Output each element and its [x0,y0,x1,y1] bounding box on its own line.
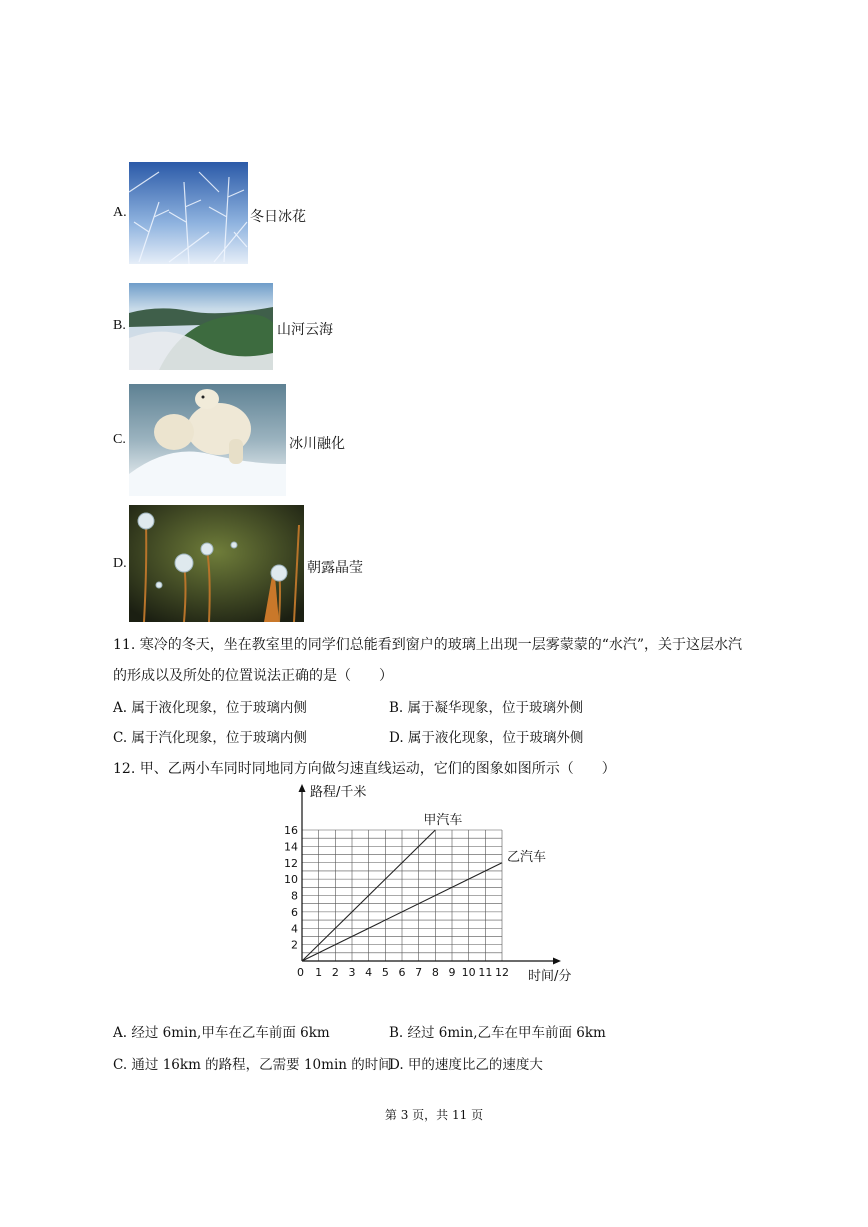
y-tick-label: 8 [291,889,298,903]
x-tick-label: 12 [495,966,509,979]
frost-pattern-image [129,162,248,264]
x-axis-label: 时间/分 [528,969,572,984]
option-d-letter: D. [113,556,127,571]
y-tick-label: 16 [284,824,298,837]
y-tick-label: 6 [291,905,298,919]
x-tick-label: 10 [461,966,476,979]
option-d-caption: 朝露晶莹 [307,560,363,576]
question-11-choice-c: C. 属于汽化现象，位于玻璃内侧 [113,730,307,746]
question-12-choice-c: C. 通过 16km 的路程，乙需要 10min 的时间 [113,1057,392,1073]
question-12-choice-d: D. 甲的速度比乙的速度大 [389,1057,543,1073]
option-c-letter: C. [113,432,126,447]
option-a-letter: A. [113,205,127,220]
series-label-2: 乙汽车 [507,849,547,865]
morning-dew-image [129,505,304,622]
x-tick-label: 8 [431,966,439,979]
question-12-stem: 12. 甲、乙两小车同时同地同方向做匀速直线运动，它们的图象如图所示（ ） [113,761,616,777]
question-11-choice-d: D. 属于液化现象，位于玻璃外侧 [389,730,584,746]
x-tick-label: 11 [478,966,493,979]
question-12-choice-a: A. 经过 6min,甲车在乙车前面 6km [113,1025,330,1041]
distance-time-chart [270,780,580,990]
y-axis-label: 路程/千米 [310,785,367,800]
y-axis-arrow [299,784,306,792]
sea-of-clouds-image [129,283,273,370]
x-tick-label: 6 [398,966,406,979]
option-a-caption: 冬日冰花 [250,209,306,225]
question-12-choice-b: B. 经过 6min,乙车在甲车前面 6km [389,1025,606,1041]
x-tick-label: 1 [315,966,323,979]
y-tick-label: 10 [284,873,298,887]
x-tick-label: 2 [331,966,339,979]
x-tick-label: 7 [415,966,423,979]
x-axis-arrow [553,958,561,965]
y-tick-label: 4 [291,922,298,936]
x-tick-label: 9 [448,966,456,979]
option-b-letter: B. [113,318,126,333]
polar-bear-glacier-image [129,384,286,496]
y-tick-label: 2 [291,938,298,952]
y-tick-label: 14 [284,840,298,854]
x-tick-label: 3 [348,966,356,979]
question-11-stem-line2: 的形成以及所处的位置说法正确的是（ ） [113,668,393,684]
x-tick-label: 5 [381,966,389,979]
option-c-caption: 冰川融化 [289,436,345,452]
option-b-caption: 山河云海 [277,322,333,338]
page-footer: 第 3 页，共 11 页 [384,1108,484,1122]
y-tick-label: 12 [284,856,298,870]
series-label-1: 甲汽车 [423,813,463,828]
x-tick-label: 4 [365,966,373,979]
question-11-stem-line1: 11. 寒冷的冬天，坐在教室里的同学们总能看到窗户的玻璃上出现一层雾蒙蒙的“水汽”，关于这层水汽 [113,637,743,653]
question-11-choice-a: A. 属于液化现象，位于玻璃内侧 [113,700,307,716]
question-11-choice-b: B. 属于凝华现象，位于玻璃外侧 [389,700,584,716]
origin-label: 0 [297,966,304,979]
